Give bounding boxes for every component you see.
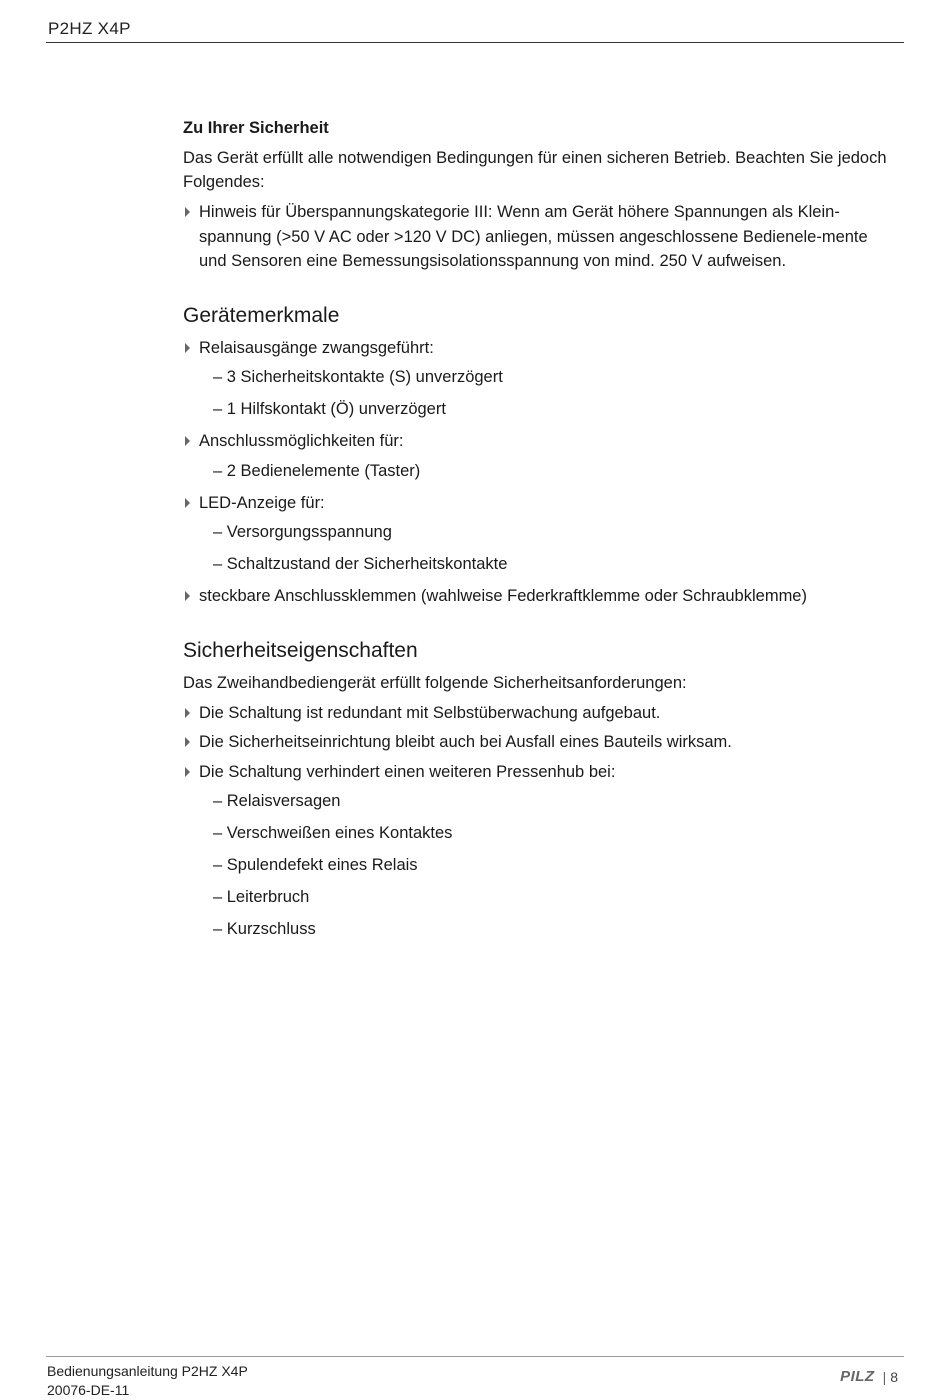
page-header xyxy=(46,18,904,43)
sub-list-item: – 2 Bedienelemente (Taster) xyxy=(213,461,421,480)
list-item xyxy=(183,429,893,454)
list-item-text: Die Sicherheitseinrichtung bleibt auch bei Ausfall eines Bauteils wirksam. xyxy=(199,733,732,751)
safety-bullet xyxy=(183,200,893,274)
triangle-bullet-icon xyxy=(185,207,190,217)
triangle-bullet-icon xyxy=(185,343,190,353)
sub-list-item: – 1 Hilfskontakt (Ö) unverzögert xyxy=(213,400,446,418)
sub-list-item: – Verschweißen eines Kontaktes xyxy=(213,824,453,842)
list-item xyxy=(183,701,893,726)
list-item-text: Relaisausgänge zwangsgeführt: xyxy=(199,338,434,357)
safety-props-intro: Das Zweihandbediengerät erfüllt folgende Sicherheitsanforderungen: xyxy=(183,673,687,692)
features-title: Gerätemerkmale xyxy=(183,303,340,327)
footer-divider xyxy=(46,1356,904,1357)
list-item xyxy=(183,584,893,609)
header-title: P2HZ X4P xyxy=(48,19,131,38)
triangle-bullet-icon xyxy=(185,436,190,446)
sub-list-item: – Relaisversagen xyxy=(213,792,341,810)
list-item xyxy=(183,491,893,516)
safety-props-list xyxy=(183,701,893,942)
list-item xyxy=(183,730,893,755)
safety-bullet-text: Hinweis für Überspannungskategorie III: Wenn am Gerät höhere Spannungen als Klein-spannung (>50 V AC oder >120 V DC) anliegen, müssen angeschlossene Bedienele-mente und Sensoren eine Bemessungsisolationsspannung von mind. 250 V aufweisen. xyxy=(199,203,868,270)
footer-doc-number: 20076-DE-11 xyxy=(47,1382,130,1398)
list-item-text: steckbare Anschlussklemmen (wahlweise Federkraftklemme oder Schraubklemme) xyxy=(199,587,807,605)
list-item xyxy=(183,760,893,785)
footer-doc-info xyxy=(47,1362,248,1400)
list-item-text: LED-Anzeige für: xyxy=(199,493,325,512)
footer-doc-title: Bedienungsanleitung P2HZ X4P xyxy=(47,1363,248,1379)
triangle-bullet-icon xyxy=(185,737,190,747)
sub-list-item: – Kurzschluss xyxy=(213,920,316,938)
triangle-bullet-icon xyxy=(185,767,190,777)
footer-page-info xyxy=(840,1368,898,1385)
triangle-bullet-icon xyxy=(185,708,190,718)
page-number: 8 xyxy=(890,1368,898,1385)
footer-separator: | xyxy=(882,1368,887,1385)
safety-heading: Zu Ihrer Sicherheit xyxy=(183,119,329,137)
main-content xyxy=(183,117,893,949)
sub-list-item: – 3 Sicherheitskontakte (S) unverzögert xyxy=(213,368,503,386)
triangle-bullet-icon xyxy=(185,498,190,508)
list-item xyxy=(183,336,893,361)
features-list xyxy=(183,336,893,609)
sub-list-item: – Versorgungsspannung xyxy=(213,523,392,541)
list-item-text: Die Schaltung ist redundant mit Selbstüberwachung aufgebaut. xyxy=(199,703,661,722)
list-item-text: Anschlussmöglichkeiten für: xyxy=(199,432,404,450)
safety-intro: Das Gerät erfüllt alle notwendigen Bedingungen für einen sicheren Betrieb. Beachten Sie jedoch Folgendes: xyxy=(183,149,887,191)
sub-list-item: – Schaltzustand der Sicherheitskontakte xyxy=(213,555,508,573)
sub-list-item: – Leiterbruch xyxy=(213,888,310,906)
sub-list-item: – Spulendefekt eines Relais xyxy=(213,856,418,874)
pilz-logo: PILZ xyxy=(840,1368,875,1385)
list-item-text: Die Schaltung verhindert einen weiteren Pressenhub bei: xyxy=(199,762,616,781)
safety-props-title: Sicherheitseigenschaften xyxy=(183,638,418,662)
triangle-bullet-icon xyxy=(185,591,190,601)
